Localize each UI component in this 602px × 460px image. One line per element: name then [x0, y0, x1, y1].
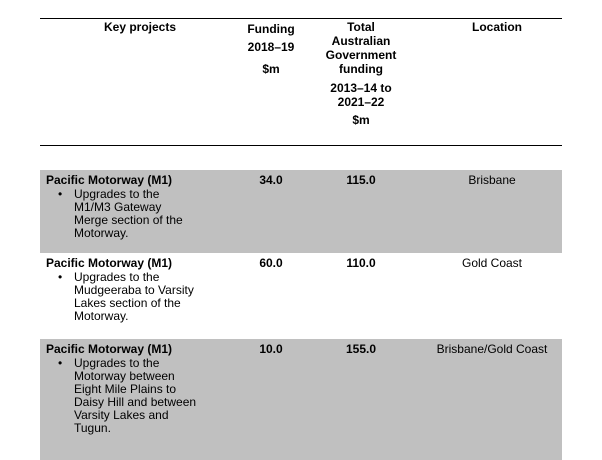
header-total-funding: Total Australian Government funding 2013–14 to 2021–22 $m — [325, 20, 397, 127]
project-name: Pacific Motorway (M1) — [46, 256, 173, 270]
total-value: 155.0 — [345, 342, 377, 356]
funding-value: 10.0 — [259, 342, 283, 356]
total-value: 115.0 — [346, 173, 376, 187]
project-name: Pacific Motorway (M1) — [46, 173, 173, 187]
table-top-rule — [40, 18, 562, 19]
table-row: Pacific Motorway (M1) • Upgrades to the Motorway between Eight Mile Plains to Daisy Hill and between Varsity Lakes and Tugun. 10.0 155.0 Brisbane/Gold Coast — [40, 339, 562, 460]
header-location: Location — [472, 20, 522, 34]
bullet-icon: • — [58, 187, 63, 201]
bullet-icon: • — [58, 356, 63, 370]
funding-value: 60.0 — [259, 256, 283, 270]
header-bottom-rule — [40, 145, 562, 146]
location-value: Brisbane — [468, 173, 516, 187]
header-key-projects: Key projects — [103, 20, 177, 34]
location-value: Brisbane/Gold Coast — [436, 342, 548, 356]
project-name: Pacific Motorway (M1) — [46, 342, 173, 356]
total-value: 110.0 — [346, 256, 376, 270]
table-row: Pacific Motorway (M1) • Upgrades to the Mudgeeraba to Varsity Lakes section of the Motorway. 60.0 110.0 Gold Coast — [40, 253, 562, 339]
header-funding: Funding 2018–19 $m — [247, 22, 295, 76]
table-row: Pacific Motorway (M1) • Upgrades to the M1/M3 Gateway Merge section of the Motorway. 34.0 115.0 Brisbane — [40, 170, 562, 253]
bullet-icon: • — [58, 270, 63, 284]
funding-value: 34.0 — [259, 173, 283, 187]
location-value: Gold Coast — [461, 256, 523, 270]
